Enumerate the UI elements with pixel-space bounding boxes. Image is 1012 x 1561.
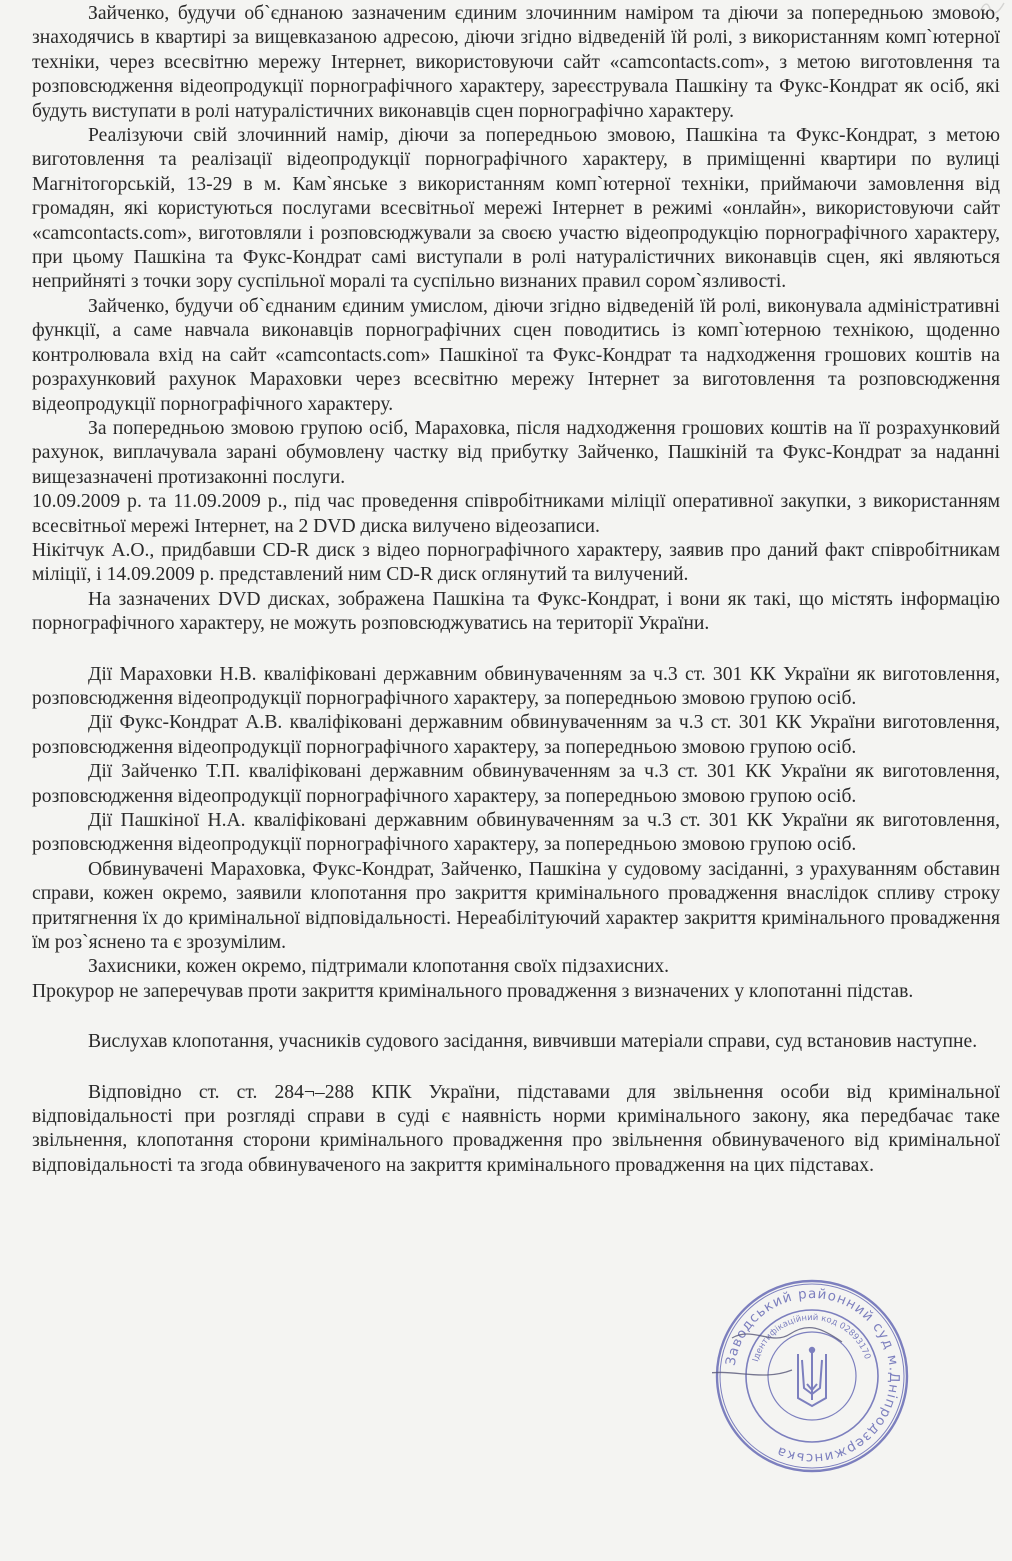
paragraph: Захисники, кожен окремо, підтримали клопотання своїх підзахисних.: [88, 956, 670, 978]
signature-strokes: [712, 1328, 842, 1375]
spacer: [32, 1055, 1000, 1081]
svg-text:Ідентифікаційний код 02893170: [751, 1313, 872, 1363]
paragraph: 10.09.2009 р. та 11.09.2009 р., під час проведення співробітниками міліції оперативної закупки, з використанням всесвітньої мережі Інтернет, на 2 DVD диска вилучено відеозаписи.: [32, 491, 1000, 537]
paragraph: Вислухав клопотання, учасників судового засідання, вивчивши матеріали справи, суд встановив наступне.: [88, 1031, 978, 1053]
paragraph: Обвинувачені Мараховка, Фукс-Кондрат, Зайченко, Пашкіна у судовому засіданні, з урахуванням обставин справи, кожен окремо, заявили клопотання про закриття кримінального провадження внаслідок спливу строку притягнення їх до кримінальної відповідальності. Нереабілітуючий характер закриття кримінального провадження їм роз`яснено та є зрозумілим.: [32, 858, 1000, 954]
paragraph: Зайченко, будучи об`єднаним єдиним умислом, діючи згідно відведеній їй ролі, виконувала адміністративні функції, а саме навчала виконавців порнографічних сцен поводитись із комп`ютерною технікою, щоденно контролювала вхід на сайт «camcontacts.com» Пашкіної та Фукс-Кондрат та надходження грошових коштів на розрахунковий рахунок Мараховки через всесвітню мережу Інтернет за виготовлення та розповсюдження відеопродукції порнографічного характеру.: [32, 295, 1000, 415]
paragraph: На зазначених DVD дисках, зображена Пашкіна та Фукс-Кондрат, і вони як такі, що містять інформацію порнографічного характеру, не можуть розповсюджуватись на території України.: [32, 588, 1000, 635]
stamp-inner-text: Ідентифікаційний код 02893170: [750, 1312, 873, 1363]
paragraph: Нікітчук А.О., придбавши CD-R диск з відео порнографічного характеру, заявив про даний факт співробітникам міліції, і 14.09.2009 р. представлений ним CD-R диск оглянутий та вилучений.: [32, 539, 1000, 586]
court-seal-stamp: [712, 1276, 912, 1476]
paragraph: За попередньою змовою групою осіб, Мараховка, після надходження грошових коштів на її розрахунковий рахунок, виплачувала зарані обумовлену частку від прибутку Зайченко, Пашкіній та Фукс-Кондрат за наданні вищезазначені протизаконні послуги.: [32, 417, 1000, 488]
stamp-ring-text: Заводський районний суд м.Дніпродзержинська: [722, 1285, 903, 1467]
paragraph: Реалізуючи свій злочинний намір, діючи за попередньою змовою, Пашкіна та Фукс-Кондрат, з метою виготовлення та реалізації відеопродукції порнографічного характеру, в приміщенні квартири по вулиці Магнітогорській, 13-29 в м. Кам`янське з використанням комп`ютерної техніки, приймаючи замовлення від громадян, які користуються послугами всесвітньої мережі Інтернет в режимі «онлайн», використовуючи сайт «camcontacts.com», виготовляли і розповсюджували за своєю участю відеопродукцію порнографічного характеру, при цьому Пашкіна та Фукс-Кондрат самі виступали в ролі натуралістичних виконавців сцен, які являються неприйняті з точки зору суспільної моралі та суспільно визнаних правил сором`язливості.: [32, 125, 1000, 293]
paragraph: Дії Пашкіної Н.А. кваліфіковані державним обвинуваченням за ч.3 ст. 301 КК України як виготовлення, розповсюдження відеопродукції порнографічного характеру, за попередньою змовою групою осіб.: [32, 810, 1000, 856]
paragraph: Прокурор не заперечував проти закриття кримінального провадження з визначених у клопотанні підстав.: [32, 980, 914, 1002]
paragraph: Зайченко, будучи об`єднаною зазначеним єдиним злочинним наміром та діючи за попередньою змовою, знаходячись в квартирі за вищевказаною адресою, діючи згідно відведеній їй ролі, з використанням комп`ютерної техніки, через всесвітню мережу Інтернет, використовуючи сайт «camcontacts.com», з метою виготовлення та розповсюдження відеопродукції порнографічного характеру, зареєструвала Пашкіну та Фукс-Кондрат як осіб, які будуть виступати в ролі натуралістичних виконавців сцен порнографічно характеру.: [32, 3, 1000, 122]
trident-emblem-icon: [798, 1348, 826, 1406]
paragraph: Відповідно ст. ст. 284¬–288 КПК України, підставами для звільнення особи від кримінальної відповідальності при розгляді справи в суді є наявність норми кримінального закону, яка передбачає таке звільнення, клопотання сторони кримінального провадження про звільнення обвинуваченого від кримінальної відповідальності та згода обвинуваченого на закриття кримінального провадження на цих підставах.: [32, 1081, 1000, 1176]
svg-text:Заводський районний суд м.Дніп: [723, 1286, 902, 1466]
paragraph: Дії Зайченко Т.П. кваліфіковані державним обвинуваченням за ч.3 ст. 301 КК України як виготовлення, розповсюдження відеопродукції порнографічного характеру, за попередньою змовою групою осіб.: [32, 761, 1000, 807]
paragraph: Дії Фукс-Кондрат А.В. кваліфіковані державним обвинуваченням за ч.3 ст. 301 КК України виготовлення, розповсюдження відеопродукції порнографічного характеру, за попередньою змовою групою осіб.: [32, 712, 1000, 758]
spacer: [32, 1004, 1000, 1030]
spacer: [32, 637, 1000, 663]
paragraph: Дії Мараховки Н.В. кваліфіковані державним обвинуваченням за ч.3 ст. 301 КК України як виготовлення, розповсюдження відеопродукції порнографічного характеру, за попередньою змовою групою осіб.: [32, 663, 1000, 709]
document-body: [32, 2, 1000, 1178]
